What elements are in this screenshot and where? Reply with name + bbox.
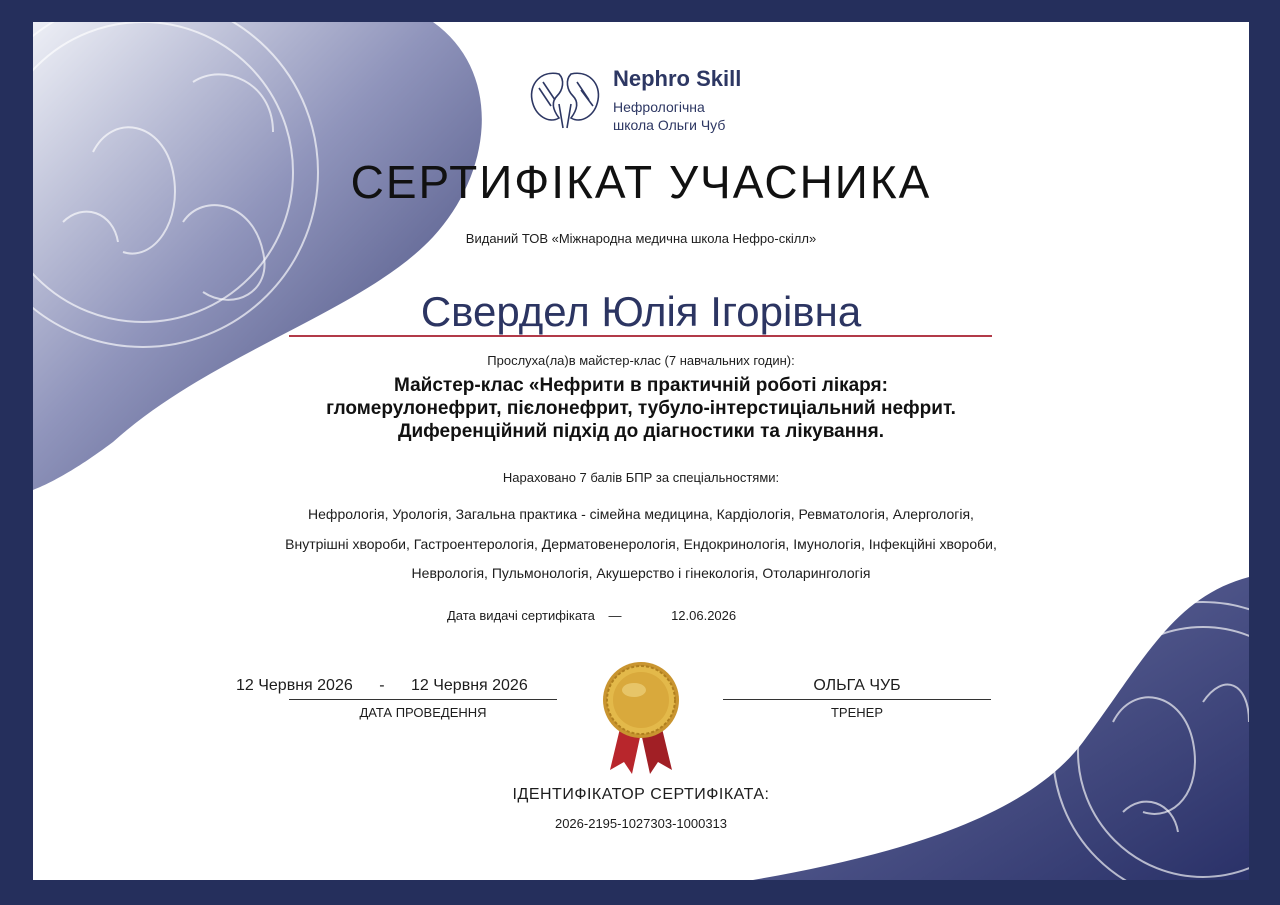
issue-date-row — [447, 608, 736, 623]
certificate-id-label: ІДЕНТИФІКАТОР СЕРТИФІКАТА: — [512, 786, 770, 803]
certificate-title: СЕРТИФІКАТ УЧАСНИКА — [350, 156, 932, 208]
held-dates-underline — [289, 699, 557, 700]
brand-name: Nephro Skill — [613, 66, 742, 91]
gold-medal-seal-icon — [598, 658, 684, 778]
certificate-id-value: 2026-2195-1027303-1000313 — [554, 816, 728, 831]
attended-text: Прослуха(ла)в майстер-клас (7 навчальних годин): — [487, 353, 795, 368]
course-title — [33, 374, 1249, 443]
trainer-name: ОЛЬГА ЧУБ — [813, 677, 901, 694]
held-end-date: 12 Червня 2026 — [410, 677, 528, 694]
specialties-line-3: Неврологія, Пульмонологія, Акушерство і гінекологія, Отоларингологія — [411, 565, 871, 581]
course-line-2: гломерулонефрит, пієлонефрит, тубуло-інтерстиціальний нефрит. — [326, 398, 956, 419]
specialties-line-2: Внутрішні хвороби, Гастроентерологія, Дерматовенерологія, Ендокринологія, Імунологія, Інфекційні хвороби, — [285, 536, 997, 552]
bottom-right-swoosh — [753, 577, 1249, 880]
brand-subtitle — [613, 98, 725, 134]
issue-date-value: 12.06.2026 — [671, 608, 737, 623]
held-start-date: 12 Червня 2026 — [236, 677, 353, 694]
brand-subtitle-line1: Нефрологічна — [613, 99, 705, 115]
points-text: Нараховано 7 балів БПР за спеціальностями: — [502, 470, 780, 485]
recipient-underline — [289, 335, 992, 337]
issuer-text: Виданий ТОВ «Міжнародна медична школа Нефро-скілл» — [465, 231, 817, 246]
held-date-separator: - — [379, 677, 385, 694]
recipient-name: Свердел Юлія Ігорівна — [420, 288, 862, 335]
brand-subtitle-line2: школа Ольги Чуб — [613, 117, 726, 133]
course-line-3: Диференційний підхід до діагностики та лікування. — [397, 421, 885, 442]
course-line-1: Майстер-клас «Нефрити в практичній роботі лікаря: — [394, 375, 888, 396]
certificate-sheet — [33, 22, 1249, 880]
issue-date-dash: — — [608, 608, 622, 623]
seal-face — [613, 672, 669, 728]
held-dates — [236, 677, 528, 695]
brand-logo — [529, 66, 769, 134]
seal-highlight — [622, 683, 646, 697]
trainer-label: ТРЕНЕР — [830, 705, 883, 720]
trainer-underline — [723, 699, 991, 700]
held-dates-label: ДАТА ПРОВЕДЕННЯ — [359, 705, 487, 720]
issue-date-label: Дата видачі сертифіката — [447, 608, 595, 623]
kidney-icon — [529, 66, 601, 132]
specialties-line-1: Нефрологія, Урологія, Загальна практика - сімейна медицина, Кардіологія, Ревматологія, Алергологія, — [308, 506, 974, 522]
